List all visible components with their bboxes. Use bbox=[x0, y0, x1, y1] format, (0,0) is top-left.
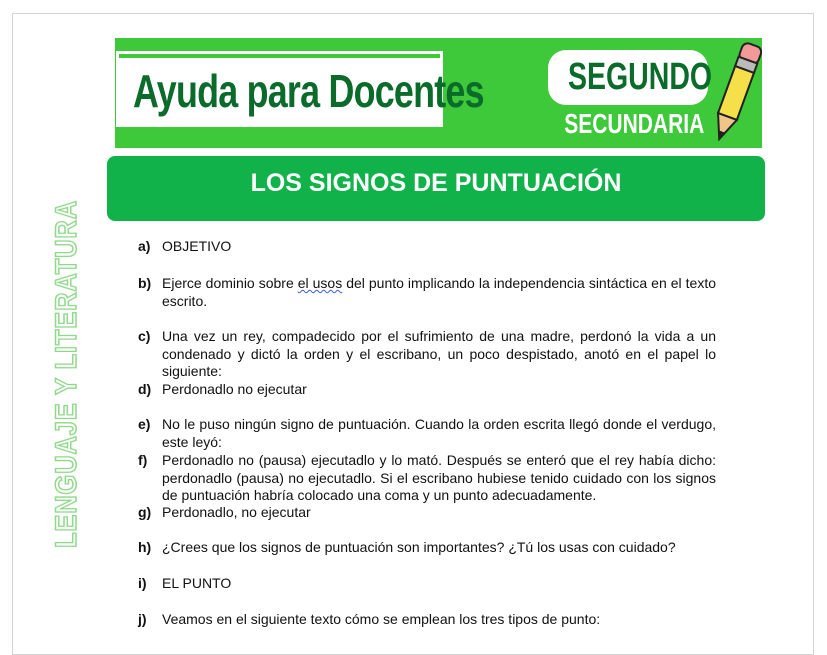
item-text: Perdonadlo, no ejecutar bbox=[162, 504, 311, 520]
page-title: LOS SIGNOS DE PUNTUACIÓN bbox=[250, 169, 622, 197]
list-item bbox=[138, 275, 716, 310]
item-letter: f) bbox=[138, 452, 148, 468]
list-item bbox=[138, 381, 716, 399]
item-letter: i) bbox=[138, 575, 147, 591]
list-item bbox=[138, 238, 716, 256]
text-segment: del punto implicando la independencia sintáctica en el texto escrito. bbox=[162, 275, 716, 309]
list-item bbox=[138, 416, 716, 451]
list-item bbox=[138, 575, 716, 593]
item-letter: j) bbox=[138, 611, 147, 627]
title-bar bbox=[107, 156, 765, 221]
level-text: SECUNDARIA bbox=[564, 108, 705, 139]
list-item bbox=[138, 452, 716, 505]
item-text: Perdonadlo no (pausa) ejecutadlo y lo mató. Después se enteró que el rey había dicho: perdonadlo (pausa) no ejecutadlo. Si el escribano hubiese tenido cuidado con los signos de puntuación habría colocado una coma y un punto adecuadamente. bbox=[162, 452, 716, 503]
pencil-icon bbox=[710, 38, 762, 148]
item-letter: g) bbox=[138, 504, 152, 520]
item-text bbox=[162, 275, 716, 310]
item-letter: a) bbox=[138, 238, 151, 254]
item-text: Una vez un rey, compadecido por el sufrimiento de una madre, perdonó la vida a un condenado y dictó la orden y el escribano, un poco despistado, anotó en el papel lo siguiente: bbox=[162, 328, 716, 379]
list-item bbox=[138, 539, 716, 557]
header-banner bbox=[115, 38, 762, 148]
item-text: Veamos en el siguiente texto cómo se emplean los tres tipos de punto: bbox=[162, 611, 601, 627]
item-text: OBJETIVO bbox=[162, 238, 232, 254]
item-text: Perdonadlo no ejecutar bbox=[162, 381, 307, 397]
item-letter: e) bbox=[138, 416, 151, 432]
item-letter: d) bbox=[138, 381, 152, 397]
spellcheck-error[interactable]: el usos bbox=[297, 275, 343, 291]
item-letter: b) bbox=[138, 275, 152, 291]
list-item bbox=[138, 328, 716, 381]
item-letter: c) bbox=[138, 328, 151, 344]
side-label: LENGUAJE Y LITERATURA bbox=[50, 200, 83, 548]
item-text: ¿Crees que los signos de puntuación son importantes? ¿Tú los usas con cuidado? bbox=[162, 539, 676, 555]
item-text: EL PUNTO bbox=[162, 575, 232, 591]
logo-text: Ayuda para Docentes bbox=[133, 65, 484, 117]
item-letter: h) bbox=[138, 539, 152, 555]
grade-badge bbox=[548, 50, 713, 105]
list-item bbox=[138, 611, 716, 629]
text-segment: Ejerce dominio sobre bbox=[162, 275, 298, 291]
item-text: No le puso ningún signo de puntuación. Cuando la orden escrita llegó donde el verdugo, este leyó: bbox=[162, 416, 716, 450]
grade-text: SEGUNDO bbox=[568, 56, 713, 98]
list-item bbox=[138, 504, 716, 522]
